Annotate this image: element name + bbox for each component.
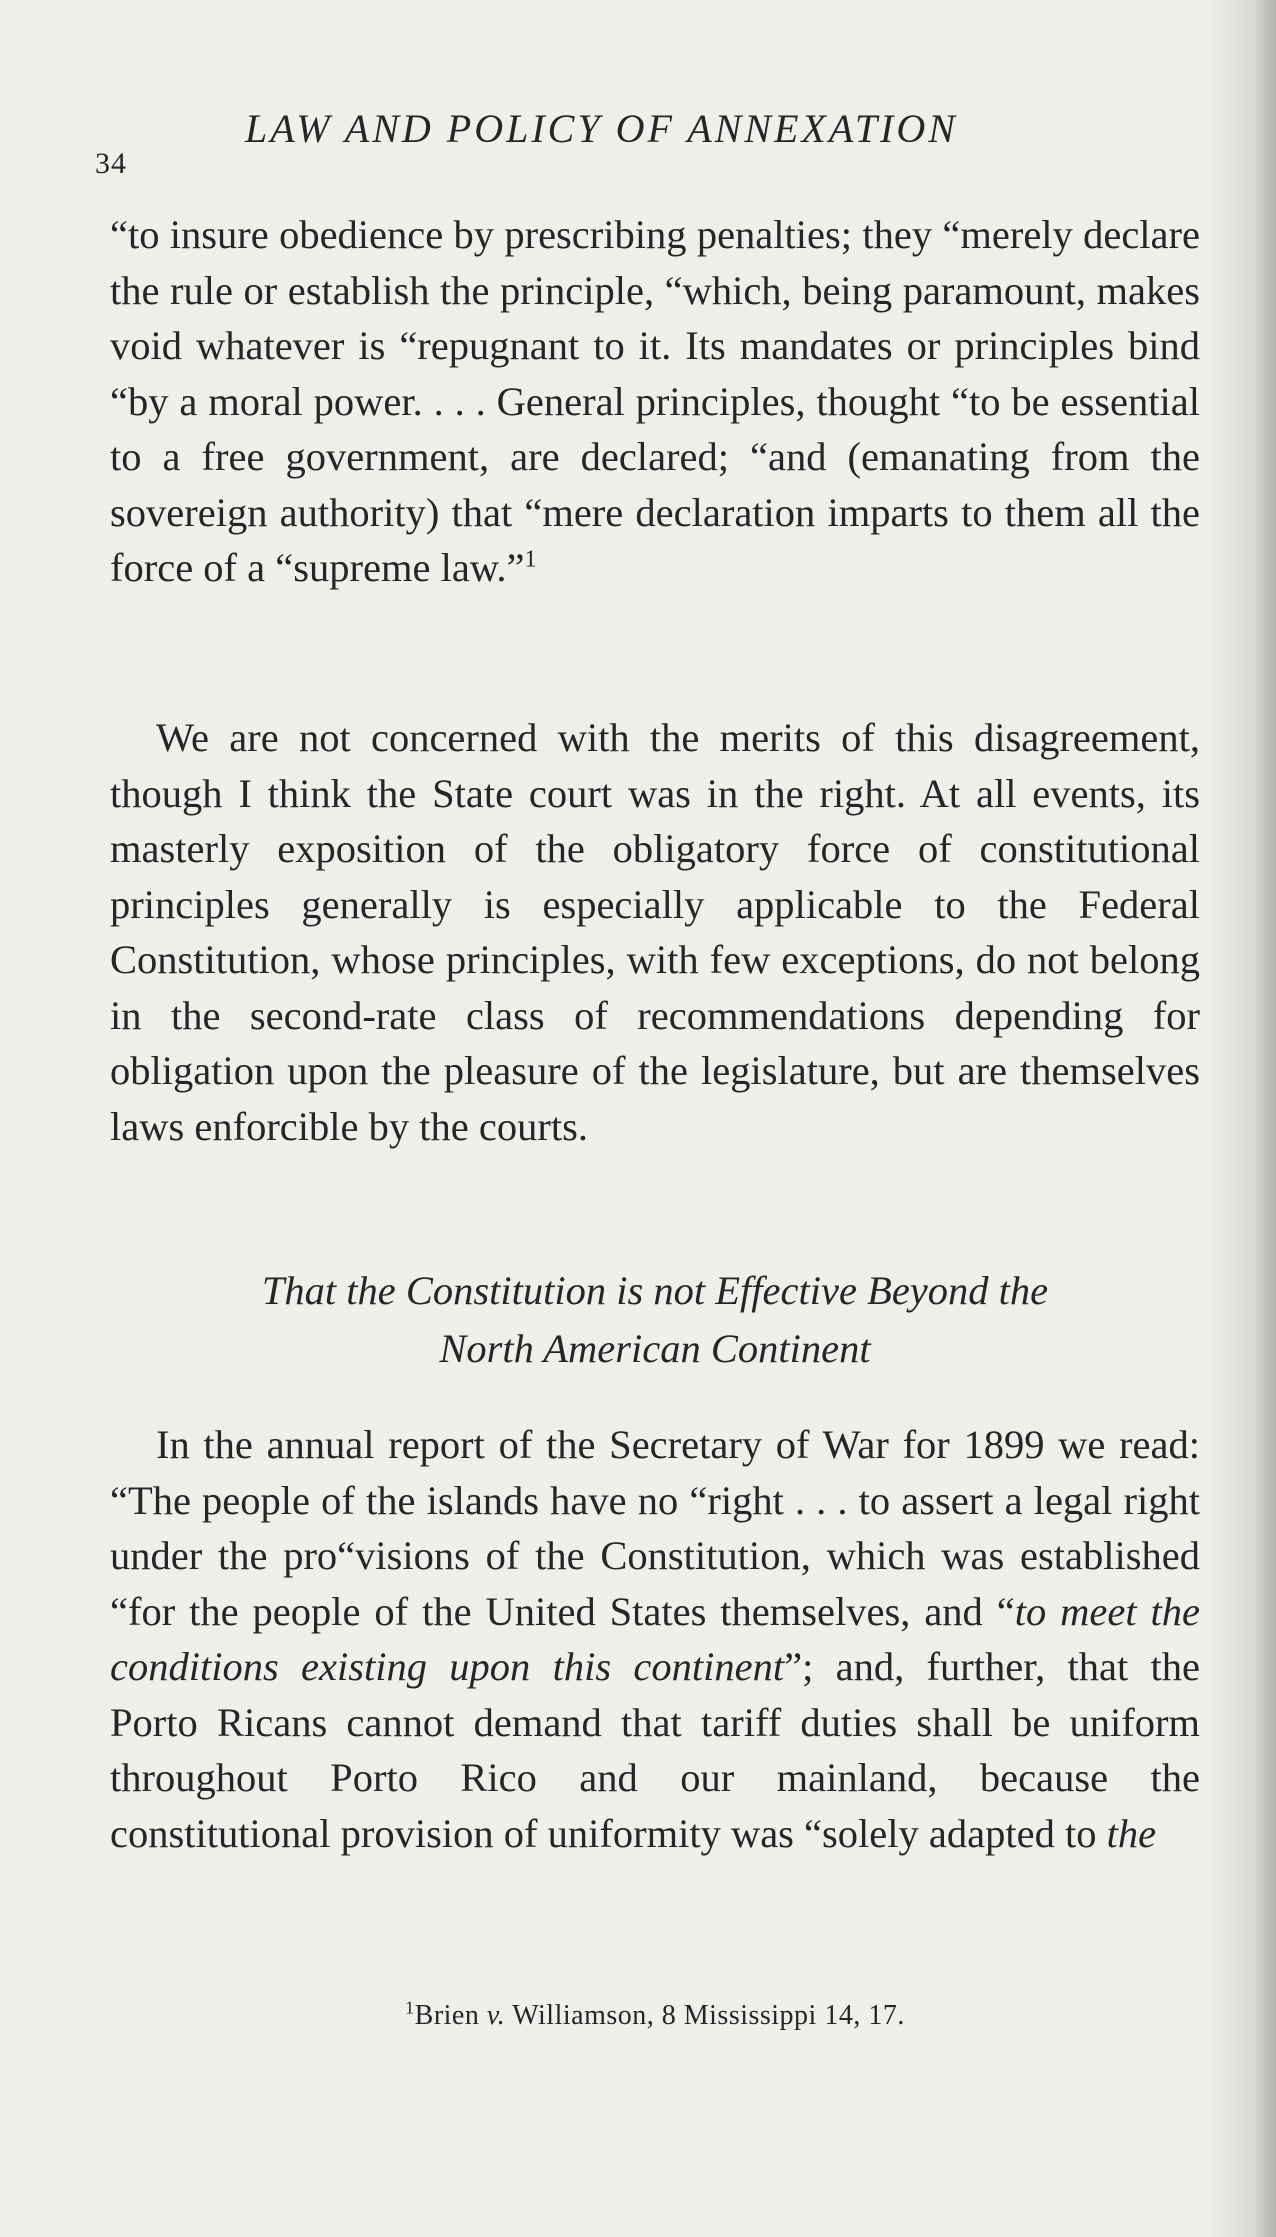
- paragraph-three-italic-1: to meet the conditions existing upon this continent: [110, 1588, 1200, 1689]
- paragraph-three-part-1: In the annual report of the Secretary of War for 1899 we read: “The people of the islands have no “right . . . to assert a legal right under the pro“visions of the Constitution, which was established “for the people of the United States themselves, and “: [110, 1422, 1200, 1634]
- footnote-marker: 1: [524, 546, 537, 573]
- page-header: [95, 105, 1205, 180]
- section-heading: [110, 1262, 1200, 1378]
- footnote-text-after: Williamson, 8 Mississippi 14, 17.: [505, 2000, 905, 2031]
- footnote-text-before: Brien: [414, 2000, 487, 2031]
- footnote-italic: v.: [486, 2000, 506, 2031]
- section-heading-line-2: North American Continent: [439, 1326, 871, 1371]
- paragraph-secretary-of-war: [110, 1417, 1200, 1861]
- quote-text: “to insure obedience by prescribing penalties; they “merely declare the rule or establish the principle, “which, being paramount, makes void whatever is “repugnant to it. Its mandates or principles bind “by a moral power. . . . General principles, thought “to be essential to a free government, are declared; “and (emanating from the sovereign authority) that “mere declaration imparts to them all the force of a “supreme law.”: [110, 212, 1200, 590]
- paragraph-disagreement: [110, 710, 1200, 1154]
- paragraph-three-part-2: ”; and, further, that the Porto Ricans cannot demand that tariff duties shall be uniform throughout Porto Rico and our mainland, because the constitutional provision of uniformity was “solely adapted to: [110, 1644, 1201, 1856]
- paragraph-two-text: We are not concerned with the merits of this disagreement, though I think the State court was in the right. At all events, its masterly exposition of the obligatory force of constitutional principles generally is especially applicable to the Federal Constitution, whose principles, with few exceptions, do not belong in the second-rate class of recommendations depending for obligation upon the pleasure of the legislature, but are themselves laws enforcible by the courts.: [110, 715, 1200, 1149]
- page-number: 34: [95, 147, 127, 180]
- paragraph-three-italic-2: the: [1106, 1810, 1157, 1856]
- footnote: [110, 1997, 1200, 2032]
- section-heading-line-1: That the Constitution is not Effective Beyond the: [261, 1268, 1049, 1313]
- quote-paragraph: [110, 207, 1200, 596]
- footnote-number: 1: [405, 1997, 415, 2018]
- running-head: LAW AND POLICY OF ANNEXATION: [245, 106, 958, 151]
- page-edge-shadow: [1206, 0, 1276, 2237]
